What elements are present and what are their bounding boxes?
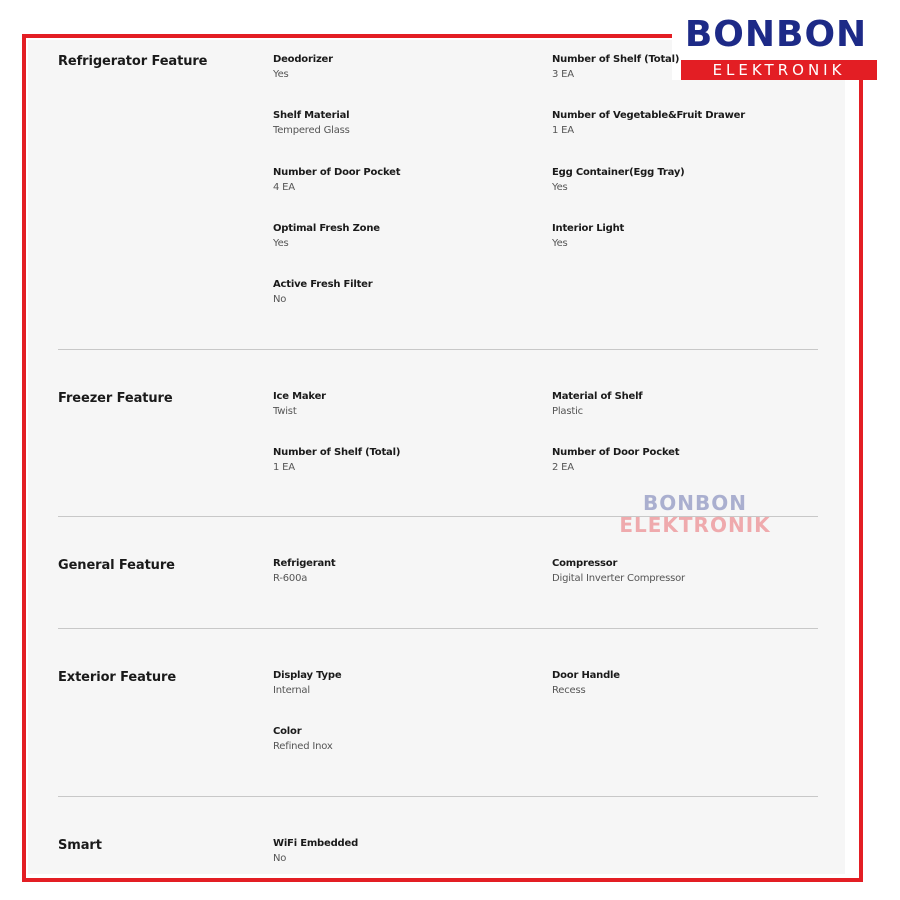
spec-label: Number of Door Pocket [273, 167, 401, 178]
spec-item [552, 54, 679, 80]
spec-value: No [273, 294, 287, 305]
spec-item [273, 167, 400, 193]
watermark-top: BONBON [643, 491, 747, 515]
spec-item [273, 54, 333, 80]
spec-label: Ice Maker [273, 391, 326, 402]
spec-value: Twist [273, 406, 297, 417]
spec-label: Active Fresh Filter [273, 279, 373, 290]
spec-value: 1 EA [273, 462, 295, 473]
spec-value: Tempered Glass [273, 125, 350, 136]
spec-value: Yes [273, 238, 289, 249]
watermark [610, 492, 780, 536]
spec-value: 3 EA [552, 69, 574, 80]
spec-value: R-600a [273, 573, 308, 584]
spec-value: Digital Inverter Compressor [552, 573, 685, 584]
spec-label: Door Handle [552, 670, 620, 681]
section-divider [58, 796, 818, 797]
spec-value: 2 EA [552, 462, 574, 473]
spec-item [552, 223, 624, 249]
spec-label: Compressor [552, 558, 618, 569]
spec-value: No [273, 853, 287, 864]
spec-label: Egg Container(Egg Tray) [552, 167, 685, 178]
section-divider [58, 628, 818, 629]
section-title: Exterior Feature [58, 670, 177, 685]
watermark-bottom: ELEKTRONIK [619, 513, 771, 537]
spec-label: Number of Shelf (Total) [273, 447, 401, 458]
spec-item [552, 447, 679, 473]
spec-value: Yes [273, 69, 289, 80]
logo-subtitle: ELEKTRONIK [681, 60, 877, 80]
spec-item [552, 391, 642, 417]
spec-item [273, 279, 373, 305]
spec-value: Plastic [552, 406, 583, 417]
spec-value: Refined Inox [273, 741, 333, 752]
logo-wordmark: BONBON [684, 14, 868, 55]
spec-label: Optimal Fresh Zone [273, 223, 380, 234]
spec-item [273, 391, 326, 417]
spec-label: Display Type [273, 670, 342, 681]
spec-value: Yes [552, 182, 568, 193]
spec-value: 4 EA [273, 182, 295, 193]
spec-item [273, 726, 333, 752]
spec-item [552, 110, 745, 136]
section-divider [58, 349, 818, 350]
spec-label: Deodorizer [273, 54, 333, 65]
spec-item [552, 670, 620, 696]
spec-label: Material of Shelf [552, 391, 643, 402]
section-general-feature [58, 558, 818, 608]
spec-value: Yes [552, 238, 568, 249]
spec-label: Number of Shelf (Total) [552, 54, 680, 65]
spec-label: Interior Light [552, 223, 625, 234]
spec-label: Number of Vegetable&Fruit Drawer [552, 110, 745, 121]
section-title: Freezer Feature [58, 391, 173, 406]
section-title: Refrigerator Feature [58, 54, 208, 69]
spec-item [273, 558, 336, 584]
spec-item [273, 223, 380, 249]
spec-label: Number of Door Pocket [552, 447, 680, 458]
spec-item [273, 447, 400, 473]
spec-label: WiFi Embedded [273, 838, 359, 849]
spec-item [552, 558, 685, 584]
spec-item [273, 110, 350, 136]
section-freezer-feature [58, 391, 818, 491]
spec-value: Recess [552, 685, 586, 696]
spec-item [552, 167, 685, 193]
spec-value: 1 EA [552, 125, 574, 136]
spec-label: Color [273, 726, 302, 737]
section-title: Smart [58, 838, 102, 853]
section-smart [58, 838, 818, 878]
spec-item [273, 838, 358, 864]
section-title: General Feature [58, 558, 175, 573]
spec-value: Internal [273, 685, 310, 696]
section-exterior-feature [58, 670, 818, 770]
spec-item [273, 670, 341, 696]
spec-label: Refrigerant [273, 558, 336, 569]
spec-label: Shelf Material [273, 110, 350, 121]
section-refrigerator-feature [58, 54, 818, 314]
